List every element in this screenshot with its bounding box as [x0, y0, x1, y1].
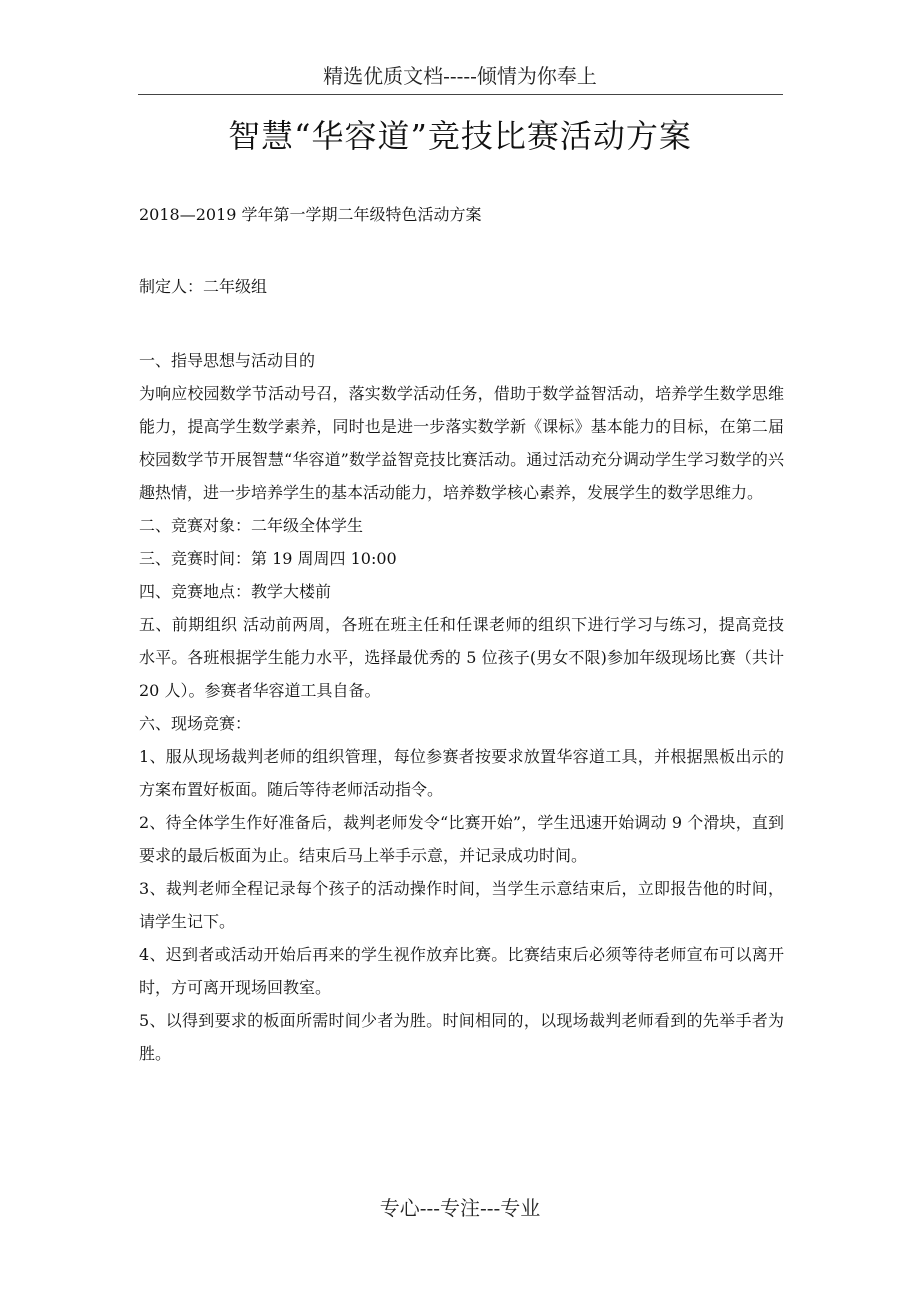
term-subtitle: 2018—2019 学年第一学期二年级特色活动方案	[139, 205, 482, 224]
rule-item-3: 3、裁判老师全程记录每个孩子的活动操作时间，当学生示意结束后，立即报告他的时间，请学生记下。	[139, 879, 784, 931]
section-competition-location: 四、竞赛地点：教学大楼前	[139, 582, 332, 601]
section-heading-guiding-principle: 一、指导思想与活动目的	[139, 351, 316, 370]
rule-item-5: 5、以得到要求的板面所需时间少者为胜。时间相同的，以现场裁判老师看到的先举手者为胜。	[139, 1011, 784, 1063]
document-body	[139, 344, 784, 1070]
page-footer: 专心---专注---专业	[379, 1196, 541, 1220]
rule-item-2: 2、待全体学生作好准备后，裁判老师发令“比赛开始”，学生迅速开始调动 9 个滑块，直到要求的最后板面为止。结束后马上举手示意，并记录成功时间。	[139, 813, 784, 865]
author-line: 制定人：二年级组	[139, 277, 268, 296]
header-divider	[138, 94, 783, 95]
rule-item-1: 1、服从现场裁判老师的组织管理，每位参赛者按要求放置华容道工具，并根据黑板出示的方案布置好板面。随后等待老师活动指令。	[139, 747, 784, 799]
section-preliminary-organization: 五、前期组织 活动前两周，各班在班主任和任课老师的组织下进行学习与练习，提高竞技水平。各班根据学生能力水平，选择最优秀的 5 位孩子(男女不限)参加年级现场比赛（共计 20 人）。参赛者华容道工具自备。	[139, 615, 784, 700]
page-header: 精选优质文档-----倾情为你奉上	[323, 64, 597, 88]
section-competition-participants: 二、竞赛对象：二年级全体学生	[139, 516, 364, 535]
section-competition-time: 三、竞赛时间：第 19 周周四 10:00	[139, 549, 397, 568]
paragraph-purpose: 为响应校园数学节活动号召，落实数学活动任务，借助于数学益智活动，培养学生数学思维能力，提高学生数学素养，同时也是进一步落实数学新《课标》基本能力的目标，在第二届校园数学节开展智慧“华容道”数学益智竞技比赛活动。通过活动充分调动学生学习数学的兴趣热情，进一步培养学生的基本活动能力，培养数学核心素养，发展学生的数学思维力。	[139, 384, 784, 502]
rule-item-4: 4、迟到者或活动开始后再来的学生视作放弃比赛。比赛结束后必须等待老师宣布可以离开时，方可离开现场回教室。	[139, 945, 784, 997]
document-title: 智慧“华容道”竞技比赛活动方案	[228, 117, 692, 155]
section-heading-onsite-competition: 六、现场竞赛：	[139, 714, 252, 733]
